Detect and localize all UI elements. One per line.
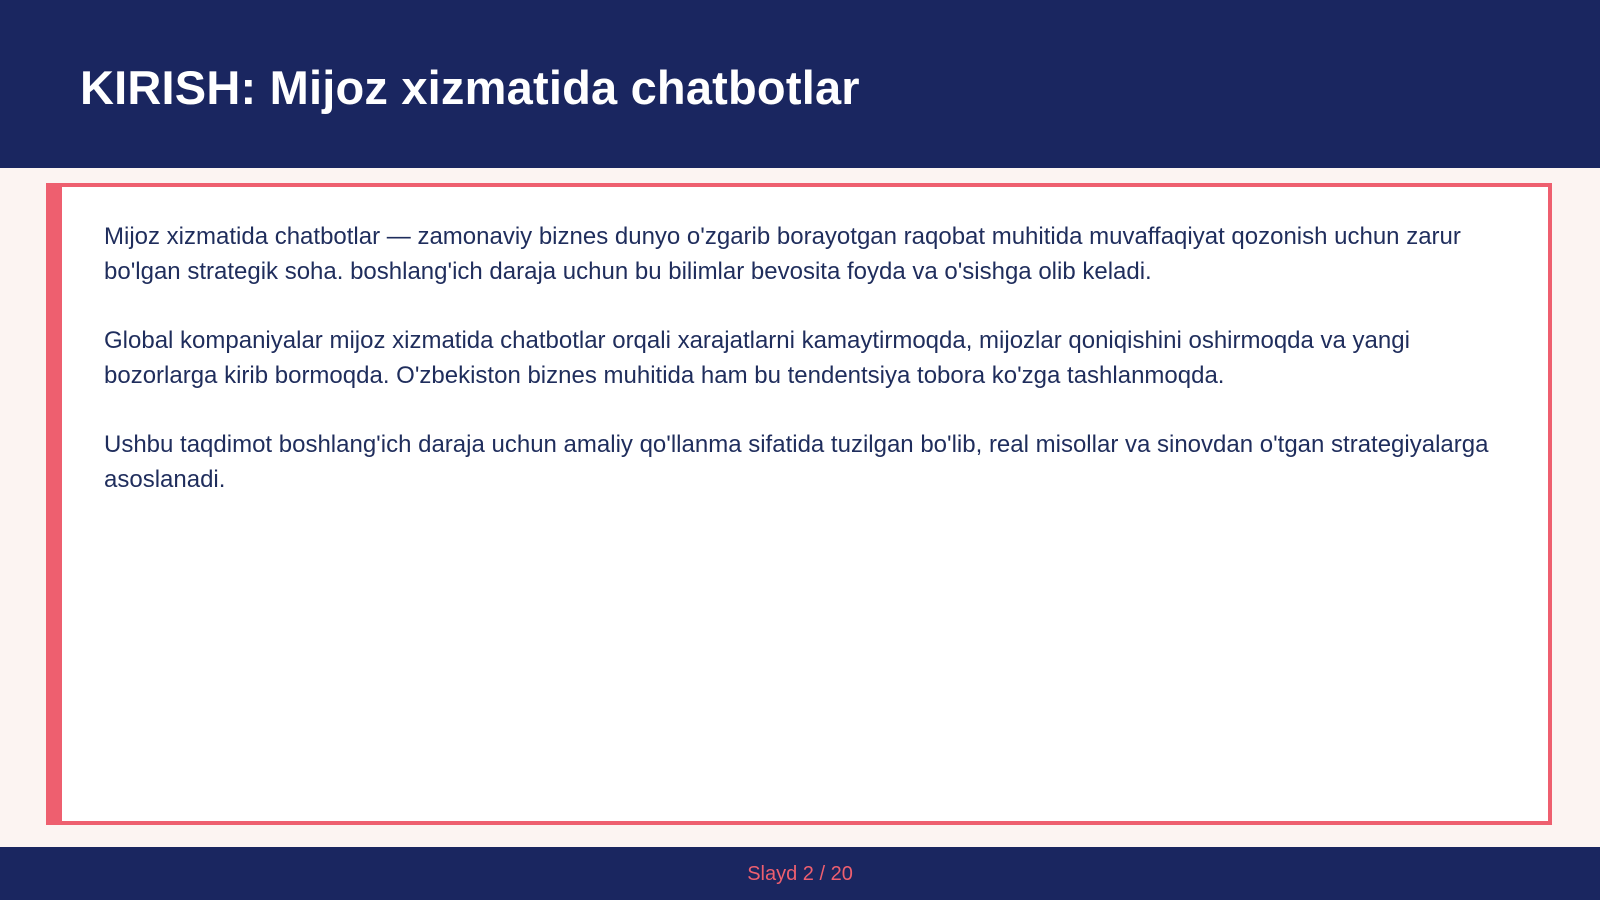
slide-header bbox=[0, 0, 1600, 168]
intro-paragraph: Mijoz xizmatida chatbotlar — zamonaviy biznes dunyo o'zgarib borayotgan raqobat muhitida muvaffaqiyat qozonish uchun zarur bo'lgan strategik soha. boshlang'ich daraja uchun bu bilimlar bevosita foyda va o'sishga olib keladi. bbox=[104, 223, 1461, 285]
presentation-purpose-paragraph: Ushbu taqdimot boshlang'ich daraja uchun amaliy qo'llanma sifatida tuzilgan bo'lib, real misollar va sinovdan o'tgan strategiyalarga asoslanadi. bbox=[104, 431, 1489, 493]
slide-footer bbox=[0, 847, 1600, 900]
slide-number: Slayd 2 / 20 bbox=[747, 863, 853, 885]
content-card bbox=[46, 183, 1552, 825]
global-trends-paragraph: Global kompaniyalar mijoz xizmatida chatbotlar orqali xarajatlarni kamaytirmoqda, mijozlar qoniqishini oshirmoqda va yangi bozorlarga kirib bormoqda. O'zbekiston biznes muhitida ham bu tendentsiya tobora ko'zga tashlanmoqda. bbox=[104, 327, 1410, 389]
content-body bbox=[104, 219, 1504, 531]
slide-title: KIRISH: Mijoz xizmatida chatbotlar bbox=[80, 61, 860, 114]
